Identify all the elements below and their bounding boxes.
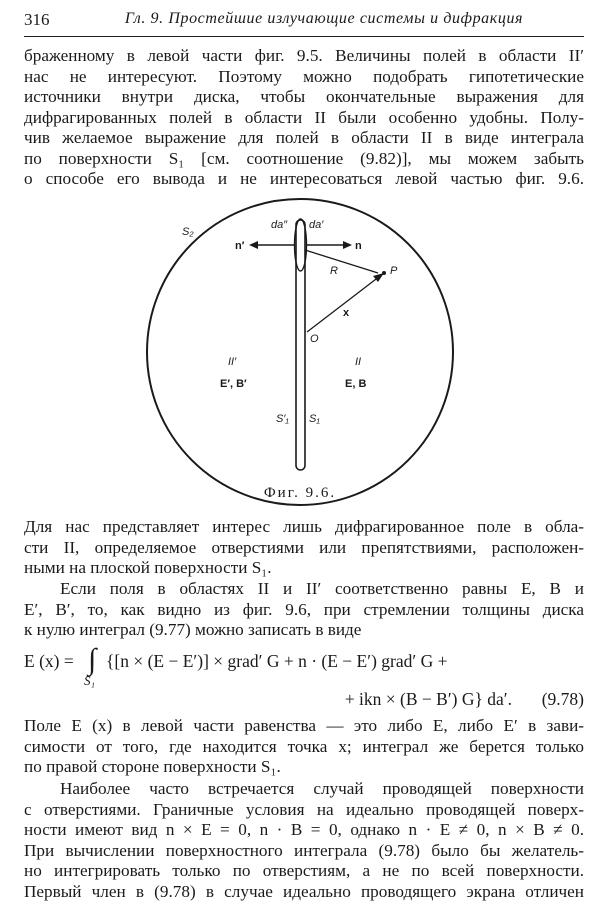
integral-subscript: S₁: [84, 673, 96, 688]
label-s1-left: S′₁: [276, 413, 289, 425]
running-head-title: Гл. 9. Простейшие излучающие системы и дифракция: [124, 10, 524, 27]
label-p: P: [390, 265, 398, 277]
text-line: E′, B′, то, как видно из фиг. 9.6, при стремлении толщины диска: [24, 599, 584, 619]
equation-number: (9.78): [541, 689, 584, 709]
page-number: 316: [24, 10, 50, 29]
point-p: [382, 271, 386, 275]
label-region-left: II′: [228, 356, 237, 368]
label-region-right: II: [355, 356, 362, 368]
vector-r: [305, 250, 378, 273]
label-n-prime: n′: [235, 240, 245, 252]
text-line: Если поля в областях II и II′ соответственно равны E, B и: [60, 579, 584, 598]
text-line: Наиболее часто встречается случай проводящей поверхности: [60, 779, 584, 798]
text-line: Первый член в (9.78) в случае идеально проводящего экрана отличен: [24, 881, 584, 901]
equation-lhs: E (x) =: [24, 651, 74, 671]
text-line: нас не интересуют. Поэтому можно подобрать гипотетические: [24, 66, 584, 86]
text-line: браженному в левой части фиг. 9.5. Величины полей в области II′: [24, 46, 584, 65]
text-line: Поле E (x) в левой части равенства — это либо E, либо E′ в зави-: [24, 716, 584, 735]
paragraph-5: [24, 779, 584, 902]
text-line: сти II, определяемое отверстиями или препятствиями, расположен-: [24, 537, 584, 557]
integral-sign: ∫: [88, 643, 97, 676]
running-header: [24, 10, 584, 34]
vector-x: [307, 276, 380, 332]
label-o: O: [310, 333, 319, 345]
header-rule: [24, 36, 584, 37]
label-da-right: da′: [309, 219, 324, 231]
label-n: n: [355, 240, 362, 252]
label-r: R: [330, 265, 338, 277]
paragraph-4: [24, 716, 584, 778]
paragraph-2: [24, 517, 584, 579]
text-line: по поверхности S₁ [см. соотношение (9.82)], мы можем забыть: [24, 148, 584, 168]
label-s2: S₂: [182, 226, 194, 238]
label-fields-left: E′, B′: [220, 378, 247, 390]
text-line: При вычислении поверхностного интеграла (9.78) было бы желатель-: [24, 840, 584, 860]
text-line: но интегрировать только по отверстиям, а не по всей поверхности.: [24, 861, 584, 880]
equation-9-78-line-2: [24, 689, 584, 715]
arrowhead-n: [343, 241, 352, 249]
figure-caption: Фиг. 9.6.: [263, 485, 337, 501]
text-line: источники внутри диска, чтобы окончательные выражения для: [24, 87, 584, 106]
figure-9-6-diagram: [140, 192, 460, 512]
text-line: дифрагированных полей в области II были особенно удобны. Полу-: [24, 107, 584, 127]
paragraph-1: [24, 46, 584, 190]
label-s1-right: S₁: [309, 413, 320, 425]
text-line: симости от того, где находится точка x; интеграл же берется только: [24, 736, 584, 756]
equation-body-line-2: + ikn × (B − B′) G} da′.: [344, 689, 512, 709]
thin-disk-screen: [296, 220, 305, 470]
text-line: ности имеют вид n × E = 0, n · B = 0, однако n · E ≠ 0, n × B ≠ 0.: [24, 820, 584, 839]
text-line: Для нас представляет интерес лишь дифрагированное поле в обла-: [24, 517, 584, 536]
label-x: x: [343, 307, 350, 319]
equation-body-line-1: {[n × (E − E′)] × grad′ G + n · (E − E′) grad′ G +: [106, 651, 448, 671]
label-da-left: da″: [271, 219, 288, 231]
label-fields-right: E, B: [345, 378, 367, 390]
text-line: к нулю интеграл (9.77) можно записать в виде: [24, 620, 362, 639]
text-line: с отверстиями. Граничные условия на идеально проводящей поверх-: [24, 799, 584, 819]
arrowhead-n-prime: [249, 241, 258, 249]
text-line: о способе его вывода и не интересоваться левой частью фиг. 9.6.: [24, 169, 584, 188]
paragraph-3: [24, 579, 584, 641]
surface-s2-circle: [147, 199, 453, 505]
text-line: чив желаемое выражение для полей в области II в виде интеграла: [24, 128, 584, 147]
equation-9-78-line-1: [24, 643, 584, 688]
text-line: ными на плоской поверхности S₁.: [24, 558, 272, 577]
text-line: по правой стороне поверхности S₁.: [24, 757, 281, 776]
